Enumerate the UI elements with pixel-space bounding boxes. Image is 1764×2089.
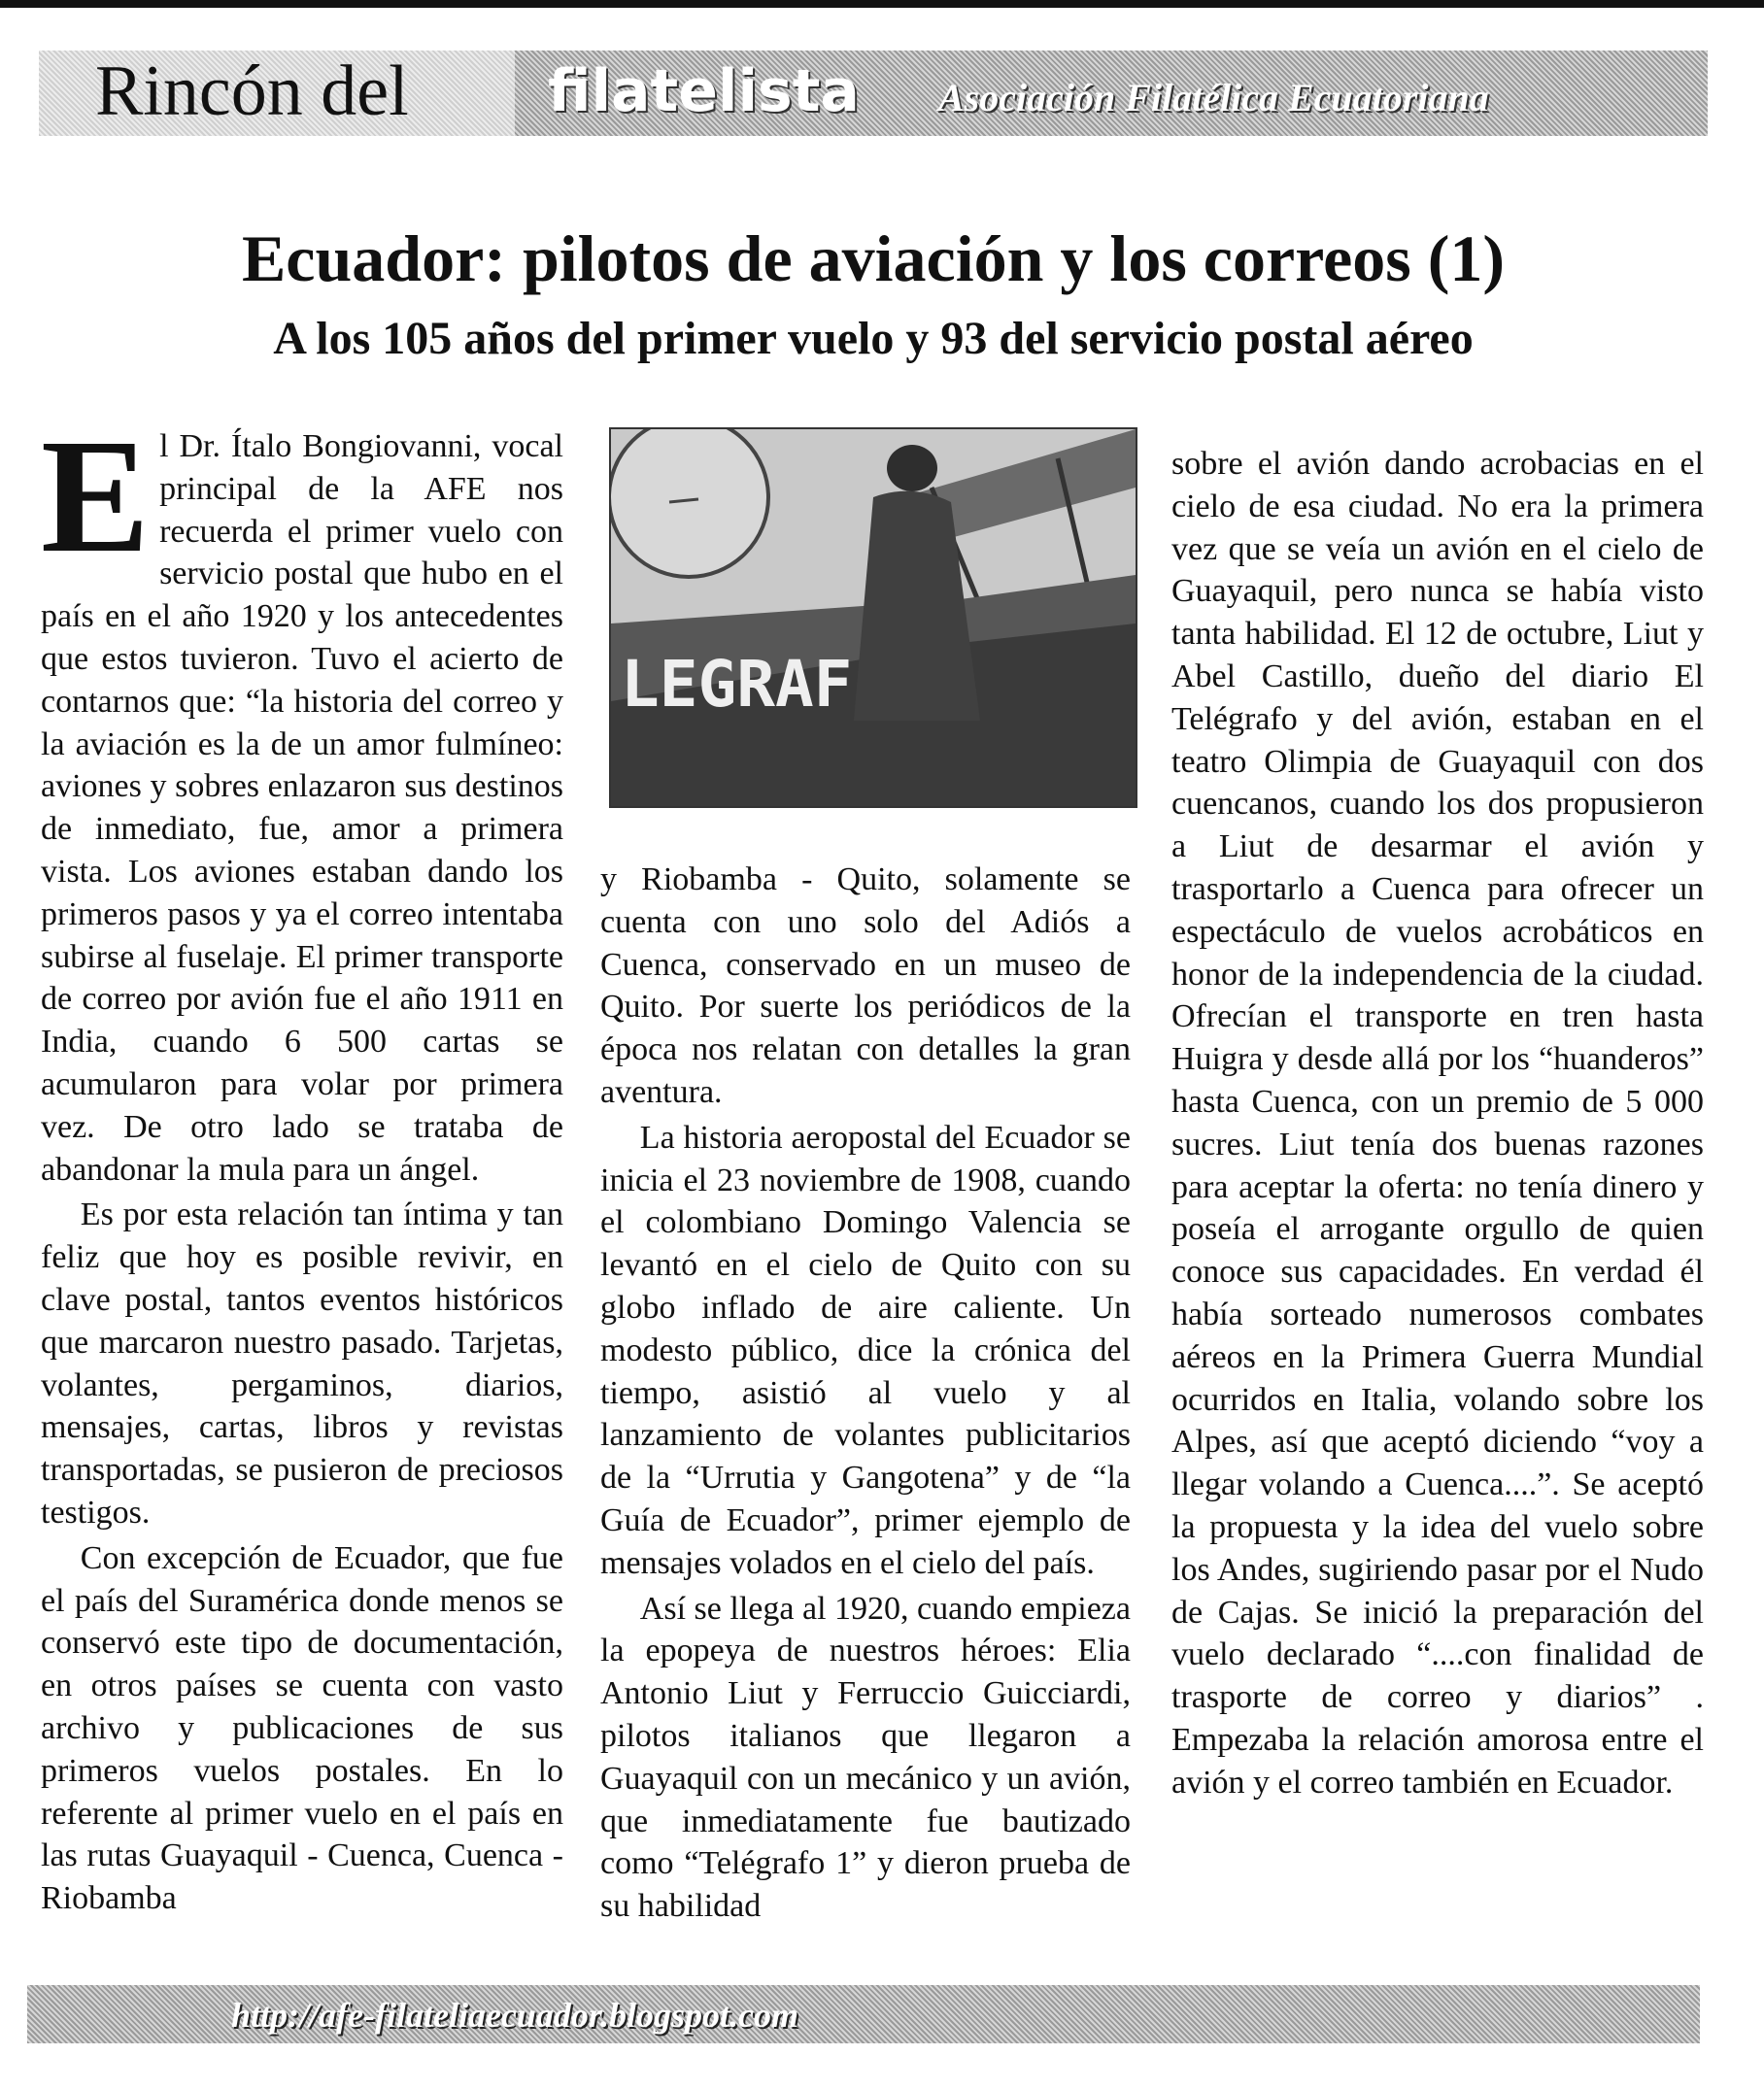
column-3 bbox=[1171, 443, 1704, 1804]
propeller-disc bbox=[611, 429, 768, 577]
paragraph: Así se llega al 1920, cuando empieza la epopeya de nuestros héroes: Elia Antonio Liut y Ferruccio Guicciardi, pilotos italianos que llegaron a Guayaquil con un mecánico y un avión, que inmediatamente fue bautizado como “Telégrafo 1” y dieron prueba de su habilidad bbox=[600, 1590, 1131, 1925]
section-name: filatelista bbox=[548, 57, 860, 125]
photo-illustration bbox=[611, 429, 1136, 806]
drop-cap: E bbox=[41, 406, 151, 587]
article-title: Ecuador: pilotos de aviación y los correos (1) bbox=[241, 221, 1506, 295]
pilot-head bbox=[887, 445, 937, 491]
blog-url-link[interactable]: http://afe-filateliaecuador.blogspot.com bbox=[231, 1996, 798, 2035]
column-title: Rincón del bbox=[95, 51, 409, 131]
paragraph: La historia aeropostal del Ecuador se inicia el 23 noviembre de 1908, cuando el colombiano Domingo Valencia se levantó en el cielo de Quito con su globo inflado de aire caliente. Un modesto público, dice la crónica del tiempo, asistió al vuelo y al lanzamiento de volantes publicitarios de la “Urrutia y Gangotena” y de “la Guía de Ecuador”, primer ejemplo de mensajes volados en el cielo del país. bbox=[600, 1119, 1131, 1581]
column-1 bbox=[41, 406, 563, 1920]
article-photo-pilot-airplane bbox=[609, 427, 1137, 808]
column-2 bbox=[600, 859, 1131, 1928]
paragraph: l Dr. Ítalo Bongiovanni, vocal principal de la AFE nos recuerda el primer vuelo con servicio postal que hubo en el país en el año 1920 y los antecedentes que estos tuvieron. Tuvo el acierto de contarnos que: “la historia del correo y la aviación es la de un amor fulmíneo: aviones y sobres enlazaron sus destinos de inmediato, fue, amor a primera vista. Los aviones estaban dando los primeros pasos y ya el correo intentaba subirse al fuselaje. El primer transporte de correo por avión fue el año 1911 en India, cuando 6 500 cartas se acumularon para volar por primera vez. De otro lado se trataba de abandonar la mula para un ángel. bbox=[41, 428, 563, 1188]
paragraph: y Riobamba - Quito, solamente se cuenta con uno solo del Adiós a Cuenca, conservado en un museo de Quito. Por suerte los periódicos de la época nos relatan con detalles la gran aventura. bbox=[600, 861, 1131, 1110]
paragraph: Es por esta relación tan íntima y tan feliz que hoy es posible revivir, en clave postal, tantos eventos históricos que marcaron nuestro pasado. Tarjetas, volantes, pergaminos, diarios, mensajes, cartas, libros y revistas transportadas, se pusieron de preciosos testigos. bbox=[41, 1196, 563, 1531]
paragraph: sobre el avión dando acrobacias en el cielo de esa ciudad. No era la primera vez que se veía un avión en el cielo de Guayaquil, pero nunca se había visto tanta habilidad. El 12 de octubre, Liut y Abel Castillo, dueño del diario El Telégrafo y del avión, estaban en el teatro Olimpia de Guayaquil con dos cuencanos, cuando los dos propusieron a Liut de desarmar el avión y trasportarlo a Cuenca para ofrecer un espectáculo de vuelos acrobáticos en honor de la independencia de la ciudad. Ofrecían el transporte en tren hasta Huigra y desde allá por los “huanderos” hasta Cuenca, con un premio de 5 000 sucres. Liut tenía dos buenas razones para aceptar la oferta: no tenía dinero y poseía el arrogante orgullo de quien conoce sus capacidades. En verdad él había sorteado numerosos combates aéreos en la Primera Guerra Mundial ocurridos en Italia, volando sobre los Alpes, así que aceptó diciendo “voy a llegar volando a Cuenca....”. Se aceptó la propuesta y la idea del vuelo sobre los Andes, sugiriendo pasar por el Nudo de Cajas. Se inició la preparación del vuelo declarado “....con finalidad de trasporte de correo y diarios” . Empezaba la relación amorosa entre el avión y el correo también en Ecuador. bbox=[1171, 446, 1704, 1801]
top-border-line bbox=[0, 0, 1764, 8]
article-subtitle: A los 105 años del primer vuelo y 93 del servicio postal aéreo bbox=[273, 313, 1474, 364]
paragraph: Con excepción de Ecuador, que fue el país del Suramérica donde menos se conservó este tipo de documentación, en otros países se cuenta con vasto archivo y publicaciones de sus primeros vuelos postales. En lo referente al primer vuelo en el país en las rutas Guayaquil - Cuenca, Cuenca - Riobamba bbox=[41, 1539, 563, 1917]
organization-name: Asociación Filatélica Ecuatoriana bbox=[938, 76, 1489, 119]
fuselage-lettering: LEGRAF bbox=[621, 647, 853, 722]
